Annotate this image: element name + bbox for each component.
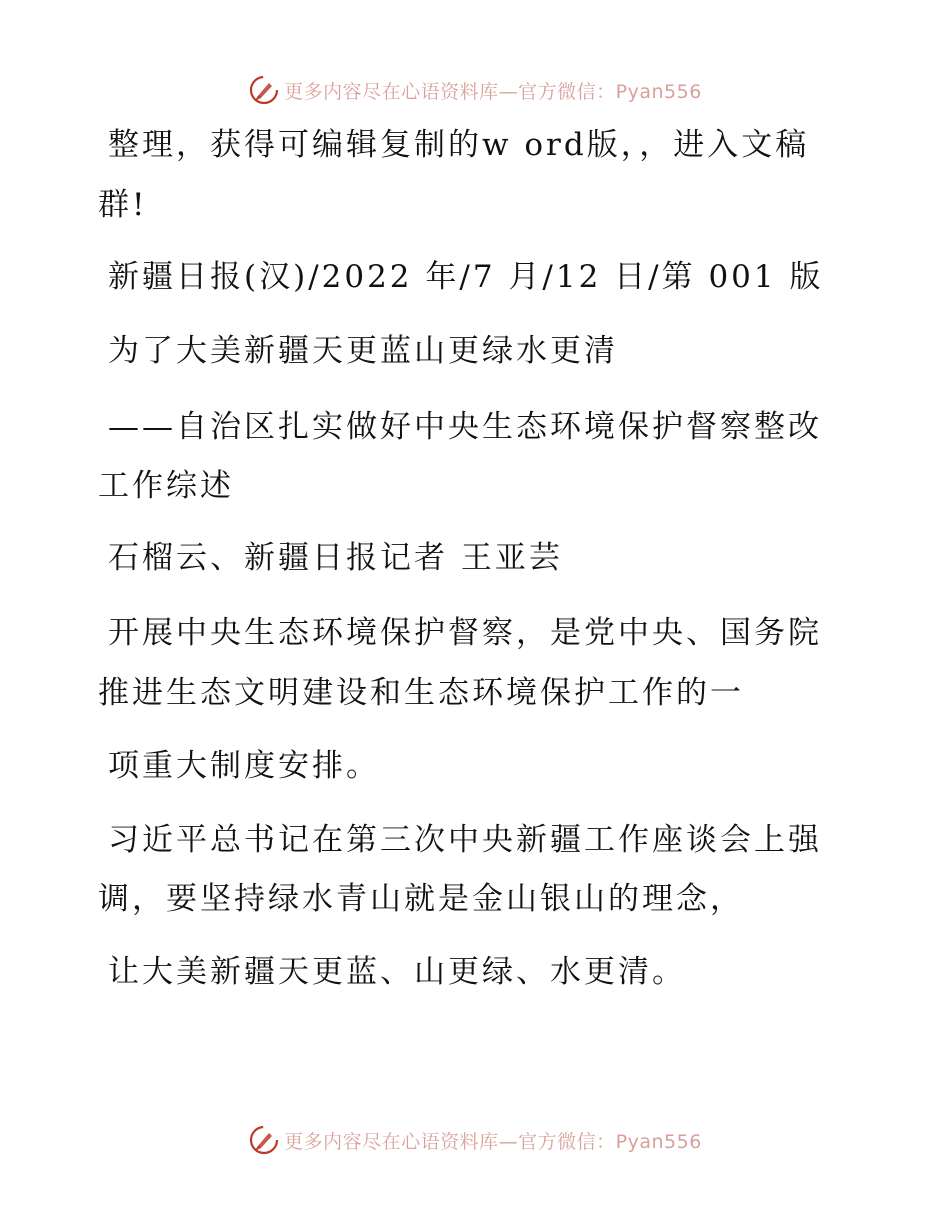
text-line: 项重大制度安排。 xyxy=(108,748,380,784)
text-line: 推进生态文明建设和生态环境保护工作的一 xyxy=(98,675,744,711)
article-subtitle-cont: 工作综述 xyxy=(98,468,234,504)
text-line: 调，要坚持绿水青山就是金山银山的理念， xyxy=(98,881,744,917)
article-subtitle: ——自治区扎实做好中央生态环境保护督察整改 xyxy=(108,409,822,445)
feather-pen-logo-icon xyxy=(248,1124,280,1156)
text-line: 开展中央生态环境保护督察，是党中央、国务院 xyxy=(108,615,822,651)
text-line: 习近平总书记在第三次中央新疆工作座谈会上强 xyxy=(108,822,822,858)
byline: 石榴云、新疆日报记者 王亚芸 xyxy=(108,540,563,576)
text-line: 群! xyxy=(98,187,148,223)
text-line: 整理，获得可编辑复制的w ord版，，进入文稿 xyxy=(108,127,810,163)
text-line: 新疆日报(汉)/2022 年/7 月/12 日/第 001 版 xyxy=(108,259,824,295)
footer-watermark xyxy=(0,1120,950,1160)
watermark-text: 更多内容尽在心语资料库—官方微信：Pyan556 xyxy=(284,1130,702,1153)
watermark-text: 更多内容尽在心语资料库—官方微信：Pyan556 xyxy=(284,80,702,103)
text-line: 让大美新疆天更蓝、山更绿、水更清。 xyxy=(108,954,686,990)
article-title: 为了大美新疆天更蓝山更绿水更清 xyxy=(108,333,618,369)
